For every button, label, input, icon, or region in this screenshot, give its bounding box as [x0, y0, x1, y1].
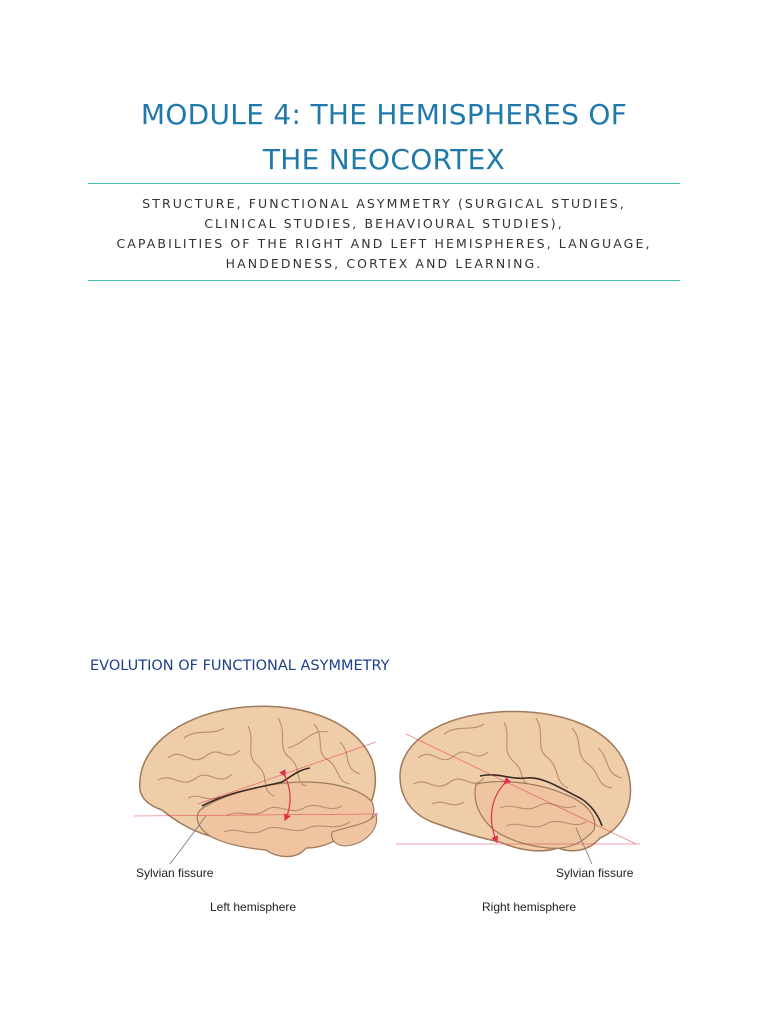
title-line-1: MODULE 4: THE HEMISPHERES OF [140, 98, 628, 131]
title-line-2: THE NEOCORTEX [262, 143, 506, 176]
subtitle [88, 194, 680, 274]
right-hemisphere-caption: Right hemisphere [482, 900, 577, 914]
subtitle-line-4: HANDEDNESS, CORTEX AND LEARNING. [225, 256, 543, 271]
subtitle-line-2: CLINICAL STUDIES, BEHAVIOURAL STUDIES), [204, 216, 564, 231]
hemispheres-figure [128, 698, 648, 928]
section-heading: EVOLUTION OF FUNCTIONAL ASYMMETRY [90, 658, 390, 674]
subtitle-line-1: STRUCTURE, FUNCTIONAL ASYMMETRY (SURGICAL STUDIES, [142, 196, 626, 211]
right-sylvian-label: Sylvian fissure [556, 866, 634, 880]
left-hemisphere-caption: Left hemisphere [210, 900, 297, 914]
left-hemisphere-drawing [134, 706, 378, 864]
subtitle-line-3: CAPABILITIES OF THE RIGHT AND LEFT HEMISPHERES, LANGUAGE, [116, 236, 652, 251]
bottom-divider [88, 280, 680, 281]
brain-illustration [128, 698, 648, 928]
top-divider [88, 183, 680, 184]
page-title [88, 92, 680, 182]
right-hemisphere-drawing [396, 712, 640, 865]
left-sylvian-label: Sylvian fissure [136, 866, 214, 880]
